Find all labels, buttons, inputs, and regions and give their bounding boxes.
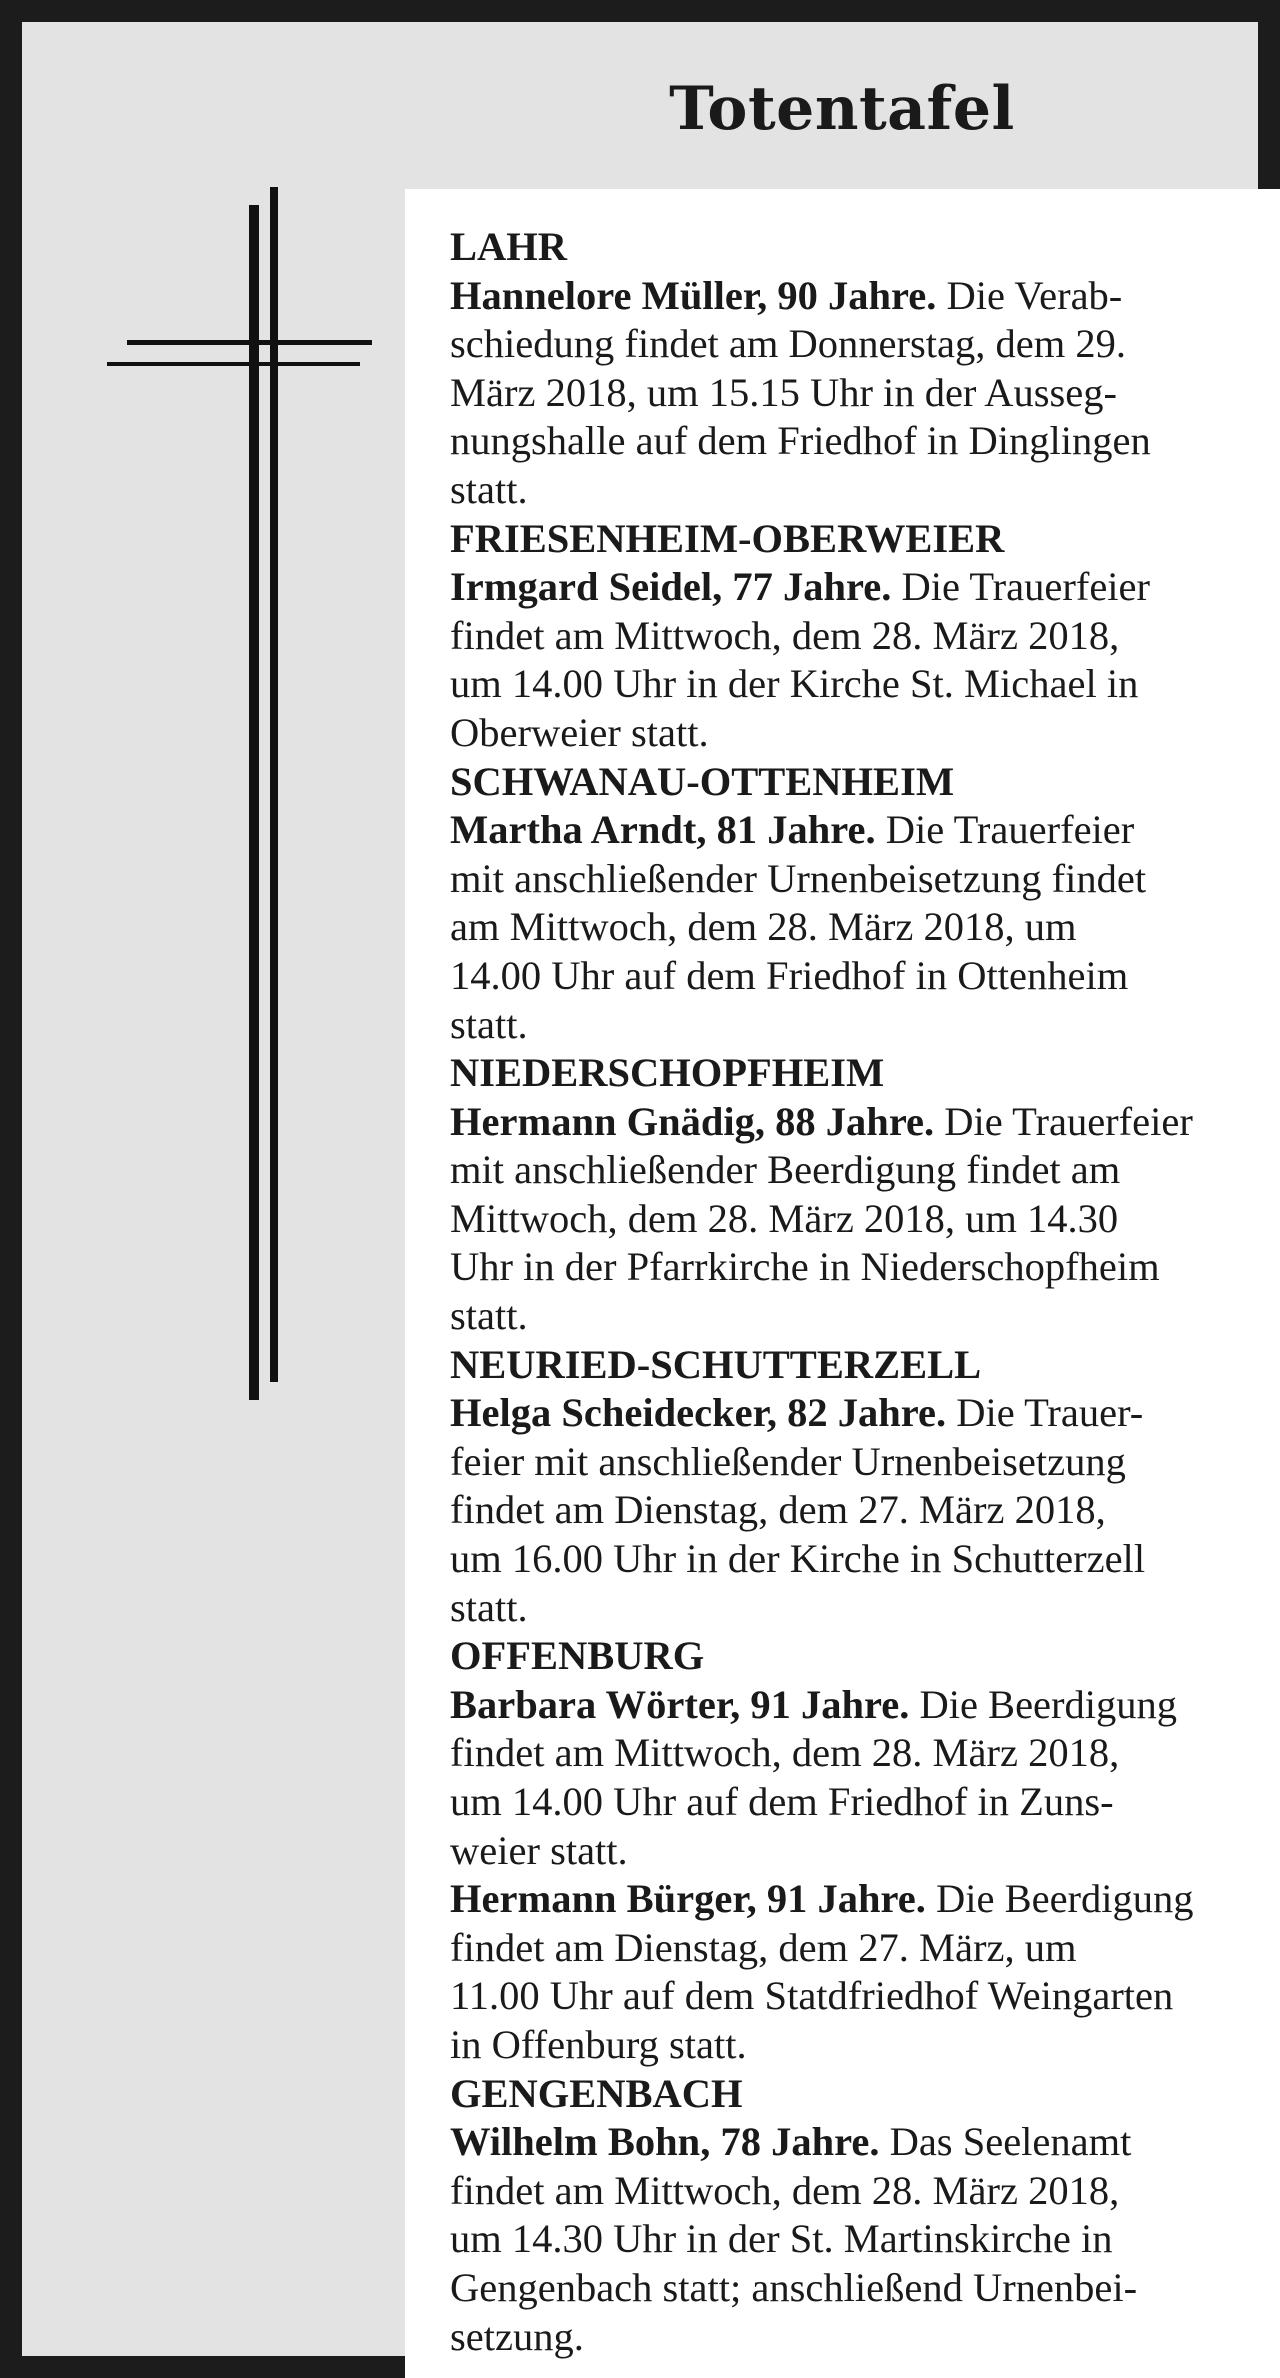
entry-text-line: mit anschließender Urnenbeisetzung findet [450,855,1147,901]
obituary-entry [450,563,1262,757]
place-heading: FRIESENHEIM-OBERWEIER [450,515,1005,561]
entry-text-line: in Offenburg statt. [450,2021,747,2067]
entry-text-line: am Mittwoch, dem 28. März 2018, um [450,904,1077,950]
deceased-name: Martha Arndt, 81 Jahre. [450,807,876,853]
entry-first-line [450,1389,1262,1438]
entry-text-line: statt. [450,1584,528,1630]
entry-text-line: Gengenbach statt; anschließend Urnenbei- [450,2264,1138,2310]
entry-first-line [450,2118,1262,2167]
deceased-name: Hannelore Müller, 90 Jahre. [450,272,937,318]
entry-text-line: 14.00 Uhr auf dem Friedhof in Ottenheim [450,952,1129,998]
obituary-entry [450,1875,1262,2069]
obituary-entry [450,1681,1262,1875]
place-heading: NIEDERSCHOPFHEIM [450,1050,885,1096]
entry-first-line [450,1098,1262,1147]
entry-text-line: findet am Dienstag, dem 27. März, um [450,1924,1077,1970]
page-title: Totentafel [669,74,1015,144]
entry-text-line: um 14.30 Uhr in der St. Martinskirche in [450,2216,1113,2262]
entry-text-line: nungshalle auf dem Friedhof in Dinglingen [450,418,1151,464]
obituary-entry [450,2118,1262,2361]
obituary-entry [450,272,1262,515]
deceased-name: Irmgard Seidel, 77 Jahre. [450,564,892,610]
entry-first-line [450,1875,1262,1924]
obituary-list [405,189,1280,2378]
entry-text: Die Verab- [936,272,1123,318]
entry-first-line [450,1681,1262,1730]
entry-text: Die Trauer- [946,1390,1144,1436]
entry-first-line [450,806,1262,855]
entry-text-line: feier mit anschließender Urnenbeisetzung [450,1438,1126,1484]
entry-text: Die Trauerfeier [934,1098,1193,1144]
entry-first-line [450,272,1262,321]
entry-first-line [450,563,1262,612]
entry-text-line: Uhr in der Pfarrkirche in Niederschopfheim [450,1244,1160,1290]
entry-text-line: findet am Mittwoch, dem 28. März 2018, [450,2167,1120,2213]
deceased-name: Helga Scheidecker, 82 Jahre. [450,1390,947,1436]
entry-text-line: statt. [450,1293,528,1339]
place-heading: GENGENBACH [450,2070,743,2116]
entry-text: Die Beerdigung [909,1681,1178,1727]
entry-text-line: März 2018, um 15.15 Uhr in der Ausseg- [450,369,1118,415]
entry-text-line: statt. [450,466,528,512]
entry-text: Die Beerdigung [925,1876,1194,1922]
entry-text-line: um 14.00 Uhr auf dem Friedhof in Zuns- [450,1779,1114,1824]
entry-text-line: weier statt. [450,1827,628,1873]
place-heading: SCHWANAU-OTTENHEIM [450,758,955,804]
entry-text-line: Oberweier statt. [450,709,709,755]
deceased-name: Wilhelm Bohn, 78 Jahre. [450,2119,880,2165]
obituary-entry [450,1389,1262,1632]
place-heading: LAHR [450,224,568,269]
entry-text-line: um 14.00 Uhr in der Kirche St. Michael in [450,661,1139,707]
entry-text: Die Trauerfeier [891,564,1151,610]
entry-text-line: statt. [450,1001,528,1047]
obituary-entry [450,1098,1262,1341]
entry-text-line: 11.00 Uhr auf dem Statdfriedhof Weingarten [450,1973,1174,2019]
entry-text: Die Trauerfeier [875,807,1135,853]
entry-text-line: mit anschließender Beerdigung findet am [450,1147,1121,1193]
entry-text-line: Mittwoch, dem 28. März 2018, um 14.30 [450,1195,1119,1241]
obituary-entry [450,806,1262,1049]
place-heading: OFFENBURG [450,1633,705,1679]
deceased-name: Hermann Bürger, 91 Jahre. [450,1876,926,1922]
entry-text-line: um 16.00 Uhr in der Kirche in Schutterzell [450,1536,1146,1582]
entry-text-line: setzung. [450,2313,584,2359]
cross-icon [72,182,372,1412]
entry-text-line: findet am Mittwoch, dem 28. März 2018, [450,1730,1120,1776]
entry-text: Das Seelenamt [879,2119,1132,2165]
deceased-name: Barbara Wörter, 91 Jahre. [450,1681,910,1727]
entry-text-line: findet am Dienstag, dem 27. März 2018, [450,1487,1106,1533]
entry-text-line: schiedung findet am Donnerstag, dem 29. [450,321,1126,367]
place-heading: NEURIED-SCHUTTERZELL [450,1341,982,1387]
entry-text-line: findet am Mittwoch, dem 28. März 2018, [450,612,1120,658]
deceased-name: Hermann Gnädig, 88 Jahre. [450,1098,935,1144]
